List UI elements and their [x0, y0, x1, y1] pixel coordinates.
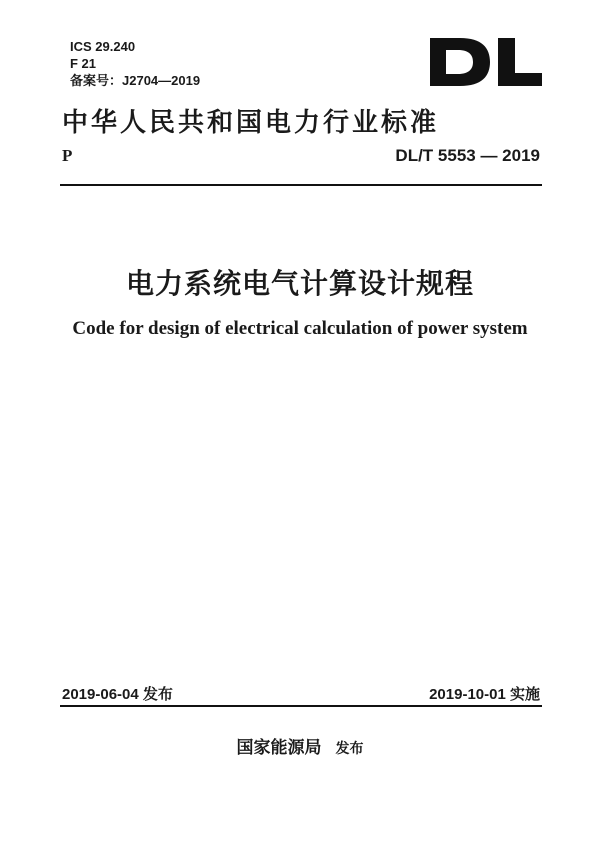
title-en: Code for design of electrical calculation of power system: [72, 318, 528, 339]
issue-date: 2019-06-04 发布: [62, 686, 173, 703]
top-divider: [60, 184, 542, 186]
implementation-date: 2019-10-01 实施: [429, 686, 540, 703]
publisher: [0, 733, 600, 758]
ccs-code: F 21: [70, 56, 97, 71]
category-code: P: [62, 146, 73, 165]
standard-number: DL/T 5553 — 2019: [395, 146, 540, 165]
title-cn: 电力系统电气计算设计规程: [125, 267, 474, 300]
classification-block: [70, 38, 200, 89]
publisher-name: 国家能源局: [236, 738, 322, 757]
ics-code: ICS 29.240: [70, 39, 136, 54]
dl-logo: [426, 36, 544, 88]
publisher-suffix: 发布: [335, 740, 364, 756]
bottom-divider: [60, 705, 542, 707]
record-number: 备案号：J2704—2019: [70, 73, 201, 88]
standard-name-cn: 中华人民共和国电力行业标准: [62, 108, 440, 138]
